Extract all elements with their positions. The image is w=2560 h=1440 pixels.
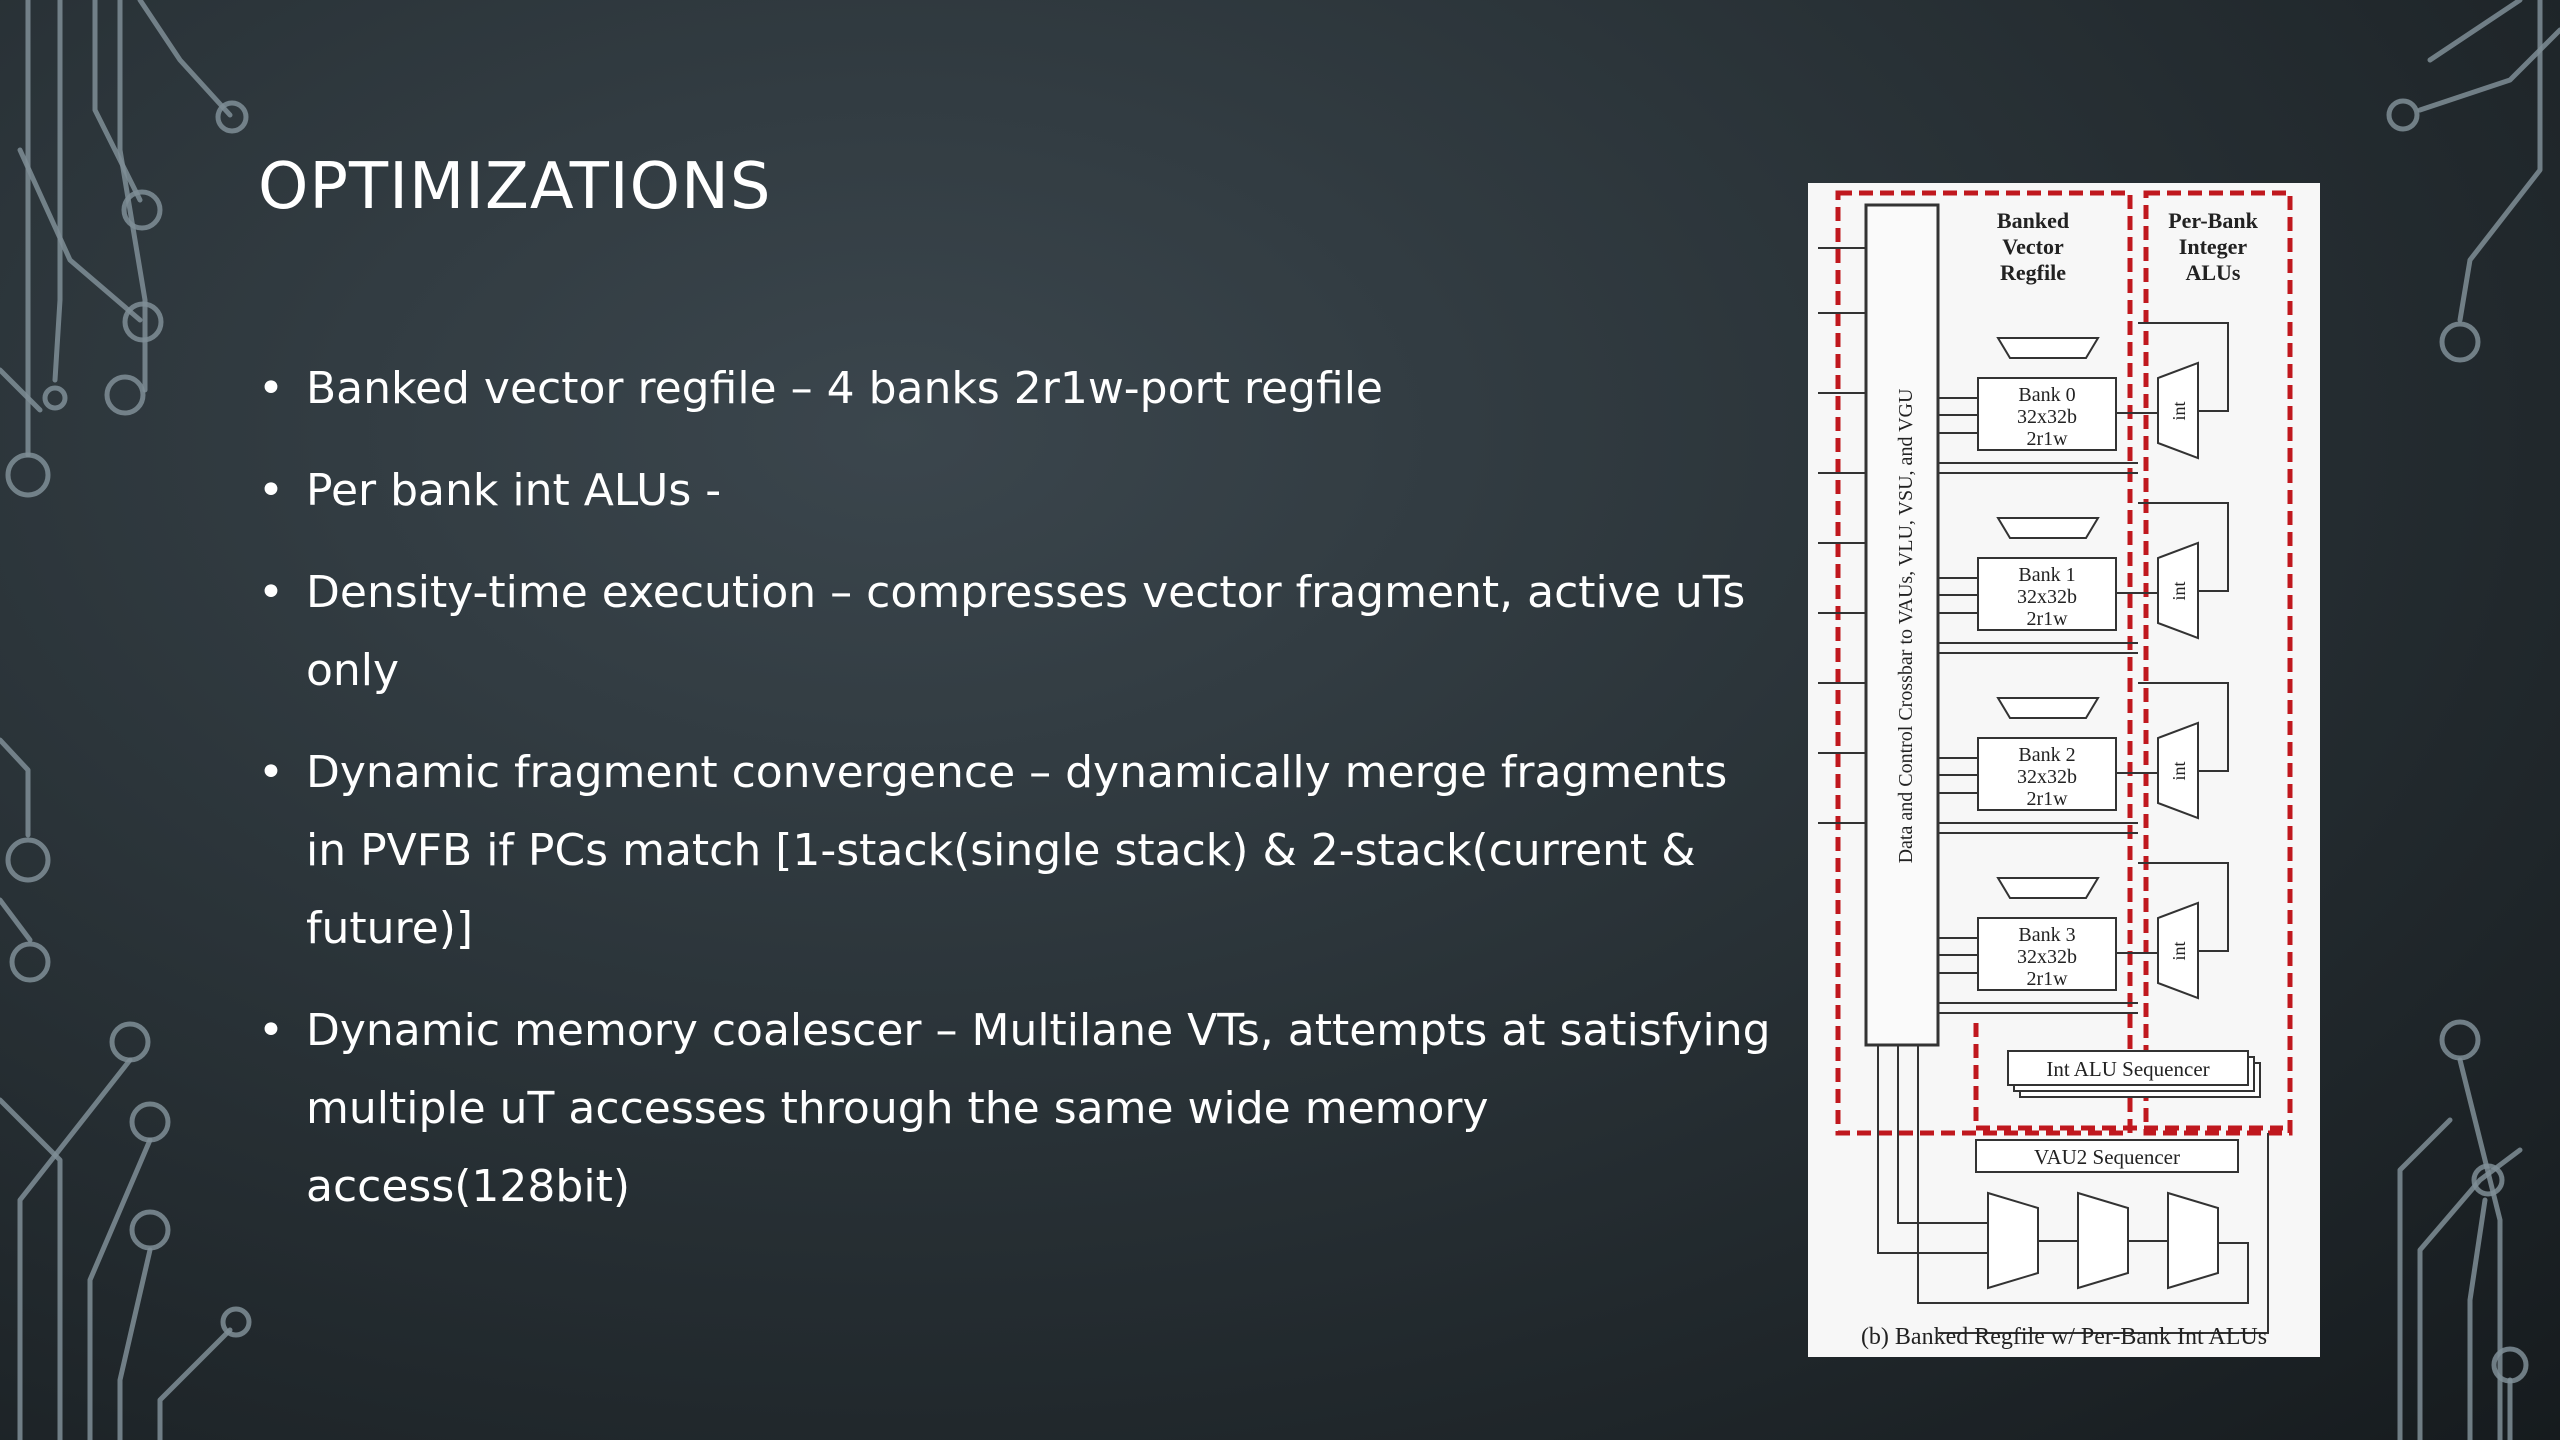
alu-heading-1: Per-Bank xyxy=(2168,208,2258,233)
alu-region xyxy=(2146,193,2290,1133)
bank-3-group xyxy=(1938,878,2198,1013)
vau-mux-0 xyxy=(1988,1193,2038,1288)
regfile-heading-2: Vector xyxy=(2002,234,2064,259)
bank-0-ports: 2r1w xyxy=(2026,428,2068,450)
bank-1-size: 32x32b xyxy=(2017,586,2077,608)
alu-1-label: int xyxy=(2169,581,2189,601)
slide-title: OPTIMIZATIONS xyxy=(258,150,772,224)
bank-2-name: Bank 2 xyxy=(2018,744,2076,766)
crossbar-label: Data and Control Crossbar to VAUs, VLU, VSU, and VGU xyxy=(1895,388,1917,864)
bank-2-size: 32x32b xyxy=(2017,766,2077,788)
bank-1-name: Bank 1 xyxy=(2018,564,2076,586)
figure-caption: (b) Banked Regfile w/ Per-Bank Int ALUs xyxy=(1860,1324,2268,1350)
alu-heading-2: Integer xyxy=(2178,234,2248,259)
bullet-list xyxy=(258,350,1778,1250)
bullet-per-bank-alus: • Per bank int ALUs - xyxy=(258,452,1778,530)
int-alu-sequencer-label: Int ALU Sequencer xyxy=(2046,1057,2210,1081)
regfile-diagram xyxy=(1808,183,2320,1357)
bullet-memory-coalescer: • Dynamic memory coalescer – Multilane VTs, attempts at satisfying multiple uT accesses through the same wide memory access(128bit) xyxy=(258,992,1778,1226)
diagram-canvas xyxy=(1808,183,2320,1357)
regfile-heading-1: Banked xyxy=(1996,208,2070,233)
vau-mux-2 xyxy=(2168,1193,2218,1288)
alu-2-label: int xyxy=(2169,761,2189,781)
bank-3-ports: 2r1w xyxy=(2026,968,2068,990)
vau-mux-1 xyxy=(2078,1193,2128,1288)
bank-3-size: 32x32b xyxy=(2017,946,2077,968)
bank-0-name: Bank 0 xyxy=(2018,384,2076,406)
bank-1-group xyxy=(1938,518,2198,653)
alu-0-label: int xyxy=(2169,401,2189,421)
bank-2-ports: 2r1w xyxy=(2026,788,2068,810)
bank-2-group xyxy=(1938,698,2198,833)
bank-3-name: Bank 3 xyxy=(2018,924,2076,946)
bank-1-ports: 2r1w xyxy=(2026,608,2068,630)
alu-heading-3: ALUs xyxy=(2185,260,2241,285)
regfile-heading-3: Regfile xyxy=(2000,260,2066,285)
bullet-banked-regfile: • Banked vector regfile – 4 banks 2r1w-port regfile xyxy=(258,350,1778,428)
vau2-sequencer-label: VAU2 Sequencer xyxy=(2034,1145,2180,1169)
bank-0-size: 32x32b xyxy=(2017,406,2077,428)
bullet-density-time: • Density-time execution – compresses vector fragment, active uTs only xyxy=(258,554,1778,710)
alu-3-label: int xyxy=(2169,941,2189,961)
bank-0-group xyxy=(1938,338,2198,473)
bullet-fragment-convergence: • Dynamic fragment convergence – dynamically merge fragments in PVFB if PCs match [1-stack(single stack) & 2-stack(current & future)] xyxy=(258,734,1778,968)
